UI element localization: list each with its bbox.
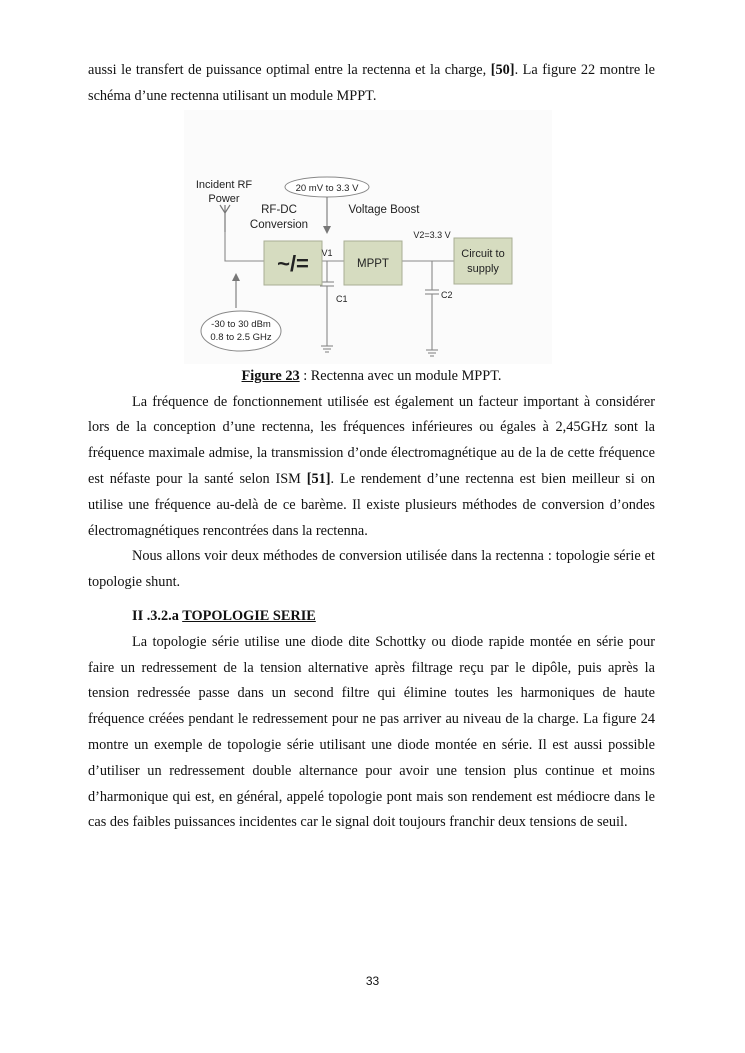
converter-symbol: ~/= bbox=[277, 250, 309, 276]
conversion-label: Conversion bbox=[249, 218, 309, 231]
reference-51: [51] bbox=[306, 470, 331, 487]
v1-label: V1 bbox=[321, 247, 333, 258]
incident-rf-label: Incident RF bbox=[195, 178, 253, 191]
figure-caption: Figure 23 : Rectenna avec un module MPPT. bbox=[241, 367, 502, 384]
page-number: 33 bbox=[365, 974, 380, 988]
c2-label: C2 bbox=[441, 289, 453, 300]
mppt-label: MPPT bbox=[357, 257, 389, 270]
section-title: TOPOLOGIE SERIE bbox=[182, 607, 316, 624]
reference-50: [50] bbox=[490, 62, 515, 78]
page-content bbox=[88, 58, 655, 836]
section-heading bbox=[88, 604, 655, 630]
power-label: Power bbox=[208, 192, 240, 205]
v2-label: V2=3.3 V bbox=[413, 229, 451, 240]
circuit-label-line1: Circuit to bbox=[461, 247, 505, 260]
figure-rectenna-mppt bbox=[88, 110, 655, 366]
figure-label: Figure 23 bbox=[241, 367, 300, 384]
voltage-range-label: 20 mV to 3.3 V bbox=[295, 182, 359, 194]
paragraph-intro: aussi le transfert de puissance optimal entre la rectenna et la charge, [50]. La figure 22 montre le schéma d’une rectenna utilisant un module MPPT. bbox=[88, 62, 655, 104]
rf-dc-label: RF-DC bbox=[261, 203, 297, 216]
c1-label: C1 bbox=[336, 293, 348, 304]
voltage-boost-label: Voltage Boost bbox=[348, 203, 420, 216]
circuit-to-supply-block bbox=[454, 238, 512, 284]
paragraph-topology-serie: La topologie série utilise une diode dite Schottky ou diode rapide montée en série pour faire un redressement de la tension alternative après filtrage reçu par le dipôle, puis après la tension redressée passe dans un second filtre qui élimine toutes les harmoniques de haute fréquence créées pendant le redressement pour ne pas arriver au niveau de la charge. La figure 24 montre un exemple de topologie série utilisant une diode montée en série. Il est aussi possible d’utiliser un redressement double alternance pour avoir une tension plus continue et moins d’harmonique qui est, en général, appelé topologie pont mais son rendement est médiocre dans le cas des faibles puissances incidentes car le signal doit toujours franchir deux tensions de seuil. bbox=[88, 633, 655, 831]
power-range-bubble bbox=[201, 311, 281, 351]
rectenna-diagram bbox=[184, 110, 552, 364]
frequency-range-label: 0.8 to 2.5 GHz bbox=[210, 331, 272, 343]
circuit-label-line2: supply bbox=[467, 262, 499, 275]
paragraph-frequency: La fréquence de fonctionnement utilisée est également un facteur important à considérer lors de la conception d’une rectenna, les fréquences inférieures ou égales à 2,45GHz sont la fréquence maximale admise, la transmission d’onde électromagnétique au de la de cette fréquence est néfaste pour la santé selon ISM [51]. Le rendement d’une rectenna est bien meilleur si on utilise une fréquence au-delà de ce barème. Il existe plusieurs méthodes de conversion d’ondes électromagnétiques rencontrées dans la rectenna. bbox=[88, 393, 655, 539]
section-number: II .3.2.a bbox=[132, 607, 183, 624]
paragraph-methods: Nous allons voir deux méthodes de conversion utilisée dans la rectenna : topologie série et topologie shunt. bbox=[88, 548, 655, 591]
power-range-label: -30 to 30 dBm bbox=[211, 318, 271, 330]
